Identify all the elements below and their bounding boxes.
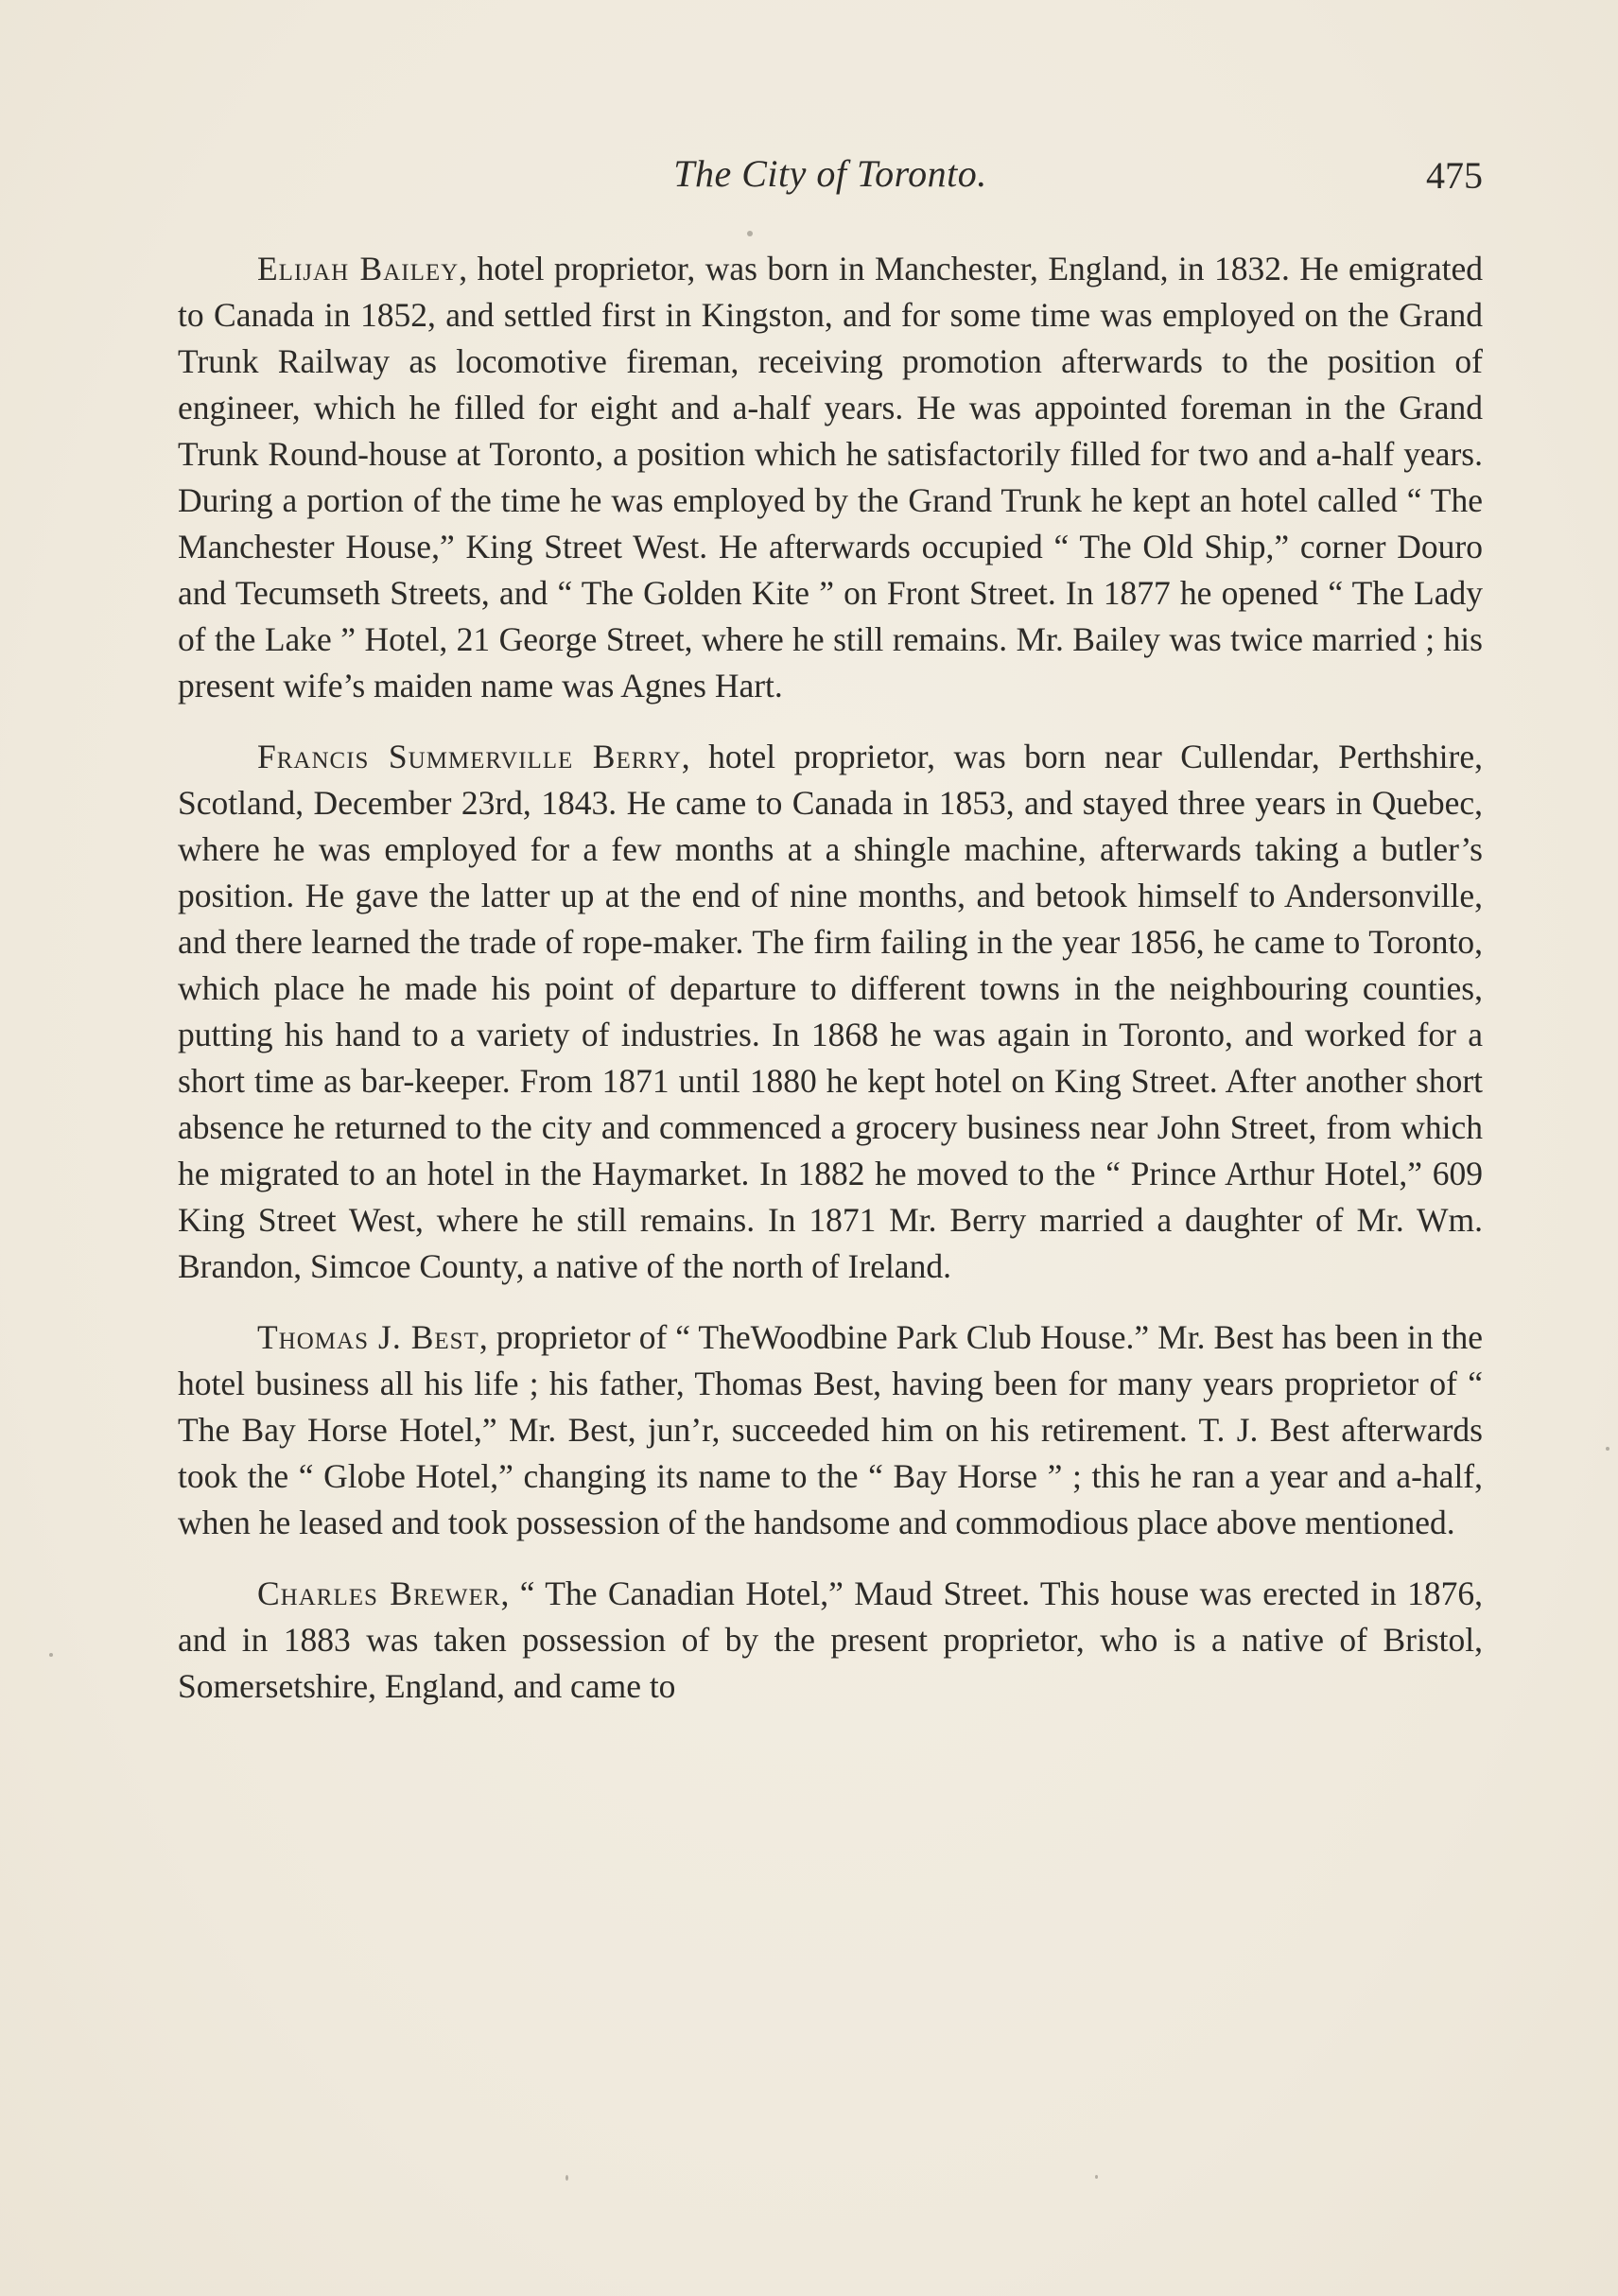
paper-speck (1606, 1447, 1609, 1451)
entry-text: , proprietor of “ TheWoodbine Park Club House.” Mr. Best has been in the hotel business all his life ; his father, Thomas Best, having been for many years proprietor of “ The Bay Horse Hotel,” Mr. Best, jun’r, succeeded him on his retirement. T. J. Best afterwards took the “ Globe Hotel,” changing its name to the “ Bay Horse ” ; this he ran a year and a-half, when he leased and took possession of the handsome and commodious place above mentioned. (178, 1318, 1483, 1541)
paper-speck (49, 1653, 53, 1657)
entry-name: Francis Summerville Berry (257, 738, 682, 775)
body-text (178, 246, 1483, 1734)
entry-name: Charles Brewer (257, 1574, 501, 1612)
entry-charles-brewer (178, 1571, 1483, 1710)
running-title: The City of Toronto. (673, 152, 987, 195)
entry-francis-summerville-berry (178, 734, 1483, 1290)
paper-speck (1095, 2175, 1098, 2179)
entry-name: Elijah Bailey (257, 250, 460, 287)
entry-text: , hotel proprietor, was born near Cullendar, Perthshire, Scotland, December 23rd, 1843. He came to Canada in 1853, and stayed three years in Quebec, where he was employed for a few months at a shingle machine, afterwards taking a butler’s position. He gave the latter up at the end of nine months, and betook himself to Andersonville, and there learned the trade of rope-maker. The firm failing in the year 1856, he came to Toronto, which place he made his point of departure to different towns in the neighbouring counties, putting his hand to a variety of industries. In 1868 he was again in Toronto, and worked for a short time as bar-keeper. From 1871 until 1880 he kept hotel on King Street. After another short absence he returned to the city and commenced a grocery business near John Street, from which he migrated to an hotel in the Haymarket. In 1882 he moved to the “ Prince Arthur Hotel,” 609 King Street West, where he still remains. In 1871 Mr. Berry married a daughter of Mr. Wm. Brandon, Simcoe County, a native of the north of Ireland. (178, 738, 1484, 1285)
entry-name: Thomas J. Best (257, 1318, 479, 1356)
entry-text: , hotel proprietor, was born in Manchester, England, in 1832. He emigrated to Canada in 1852, and settled first in Kingston, and for some time was employed on the Grand Trunk Railway as locomotive fireman, receiving promotion afterwards to the position of engineer, which he filled for eight and a-half years. He was appointed foreman in the Grand Trunk Round-house at Toronto, a position which he satisfactorily filled for two and a-half years. During a portion of the time he was employed by the Grand Trunk he kept an hotel called “ The Manchester House,” King Street West. He afterwards occupied “ The Old Ship,” corner Douro and Tecumseth Streets, and “ The Golden Kite ” on Front Street. In 1877 he opened “ The Lady of the Lake ” Hotel, 21 George Street, where he still remains. Mr. Bailey was twice married ; his present wife’s maiden name was Agnes Hart. (178, 250, 1483, 704)
page-number: 475 (1426, 154, 1483, 197)
entry-elijah-bailey (178, 246, 1483, 709)
running-head (178, 151, 1483, 208)
paper-speck (747, 231, 753, 236)
entry-text: , “ The Canadian Hotel,” Maud Street. This house was erected in 1876, and in 1883 was taken possession of by the present proprietor, who is a native of Bristol, Somersetshire, England, and came to (178, 1574, 1483, 1705)
paper-speck (565, 2175, 568, 2181)
entry-thomas-j-best (178, 1314, 1483, 1546)
